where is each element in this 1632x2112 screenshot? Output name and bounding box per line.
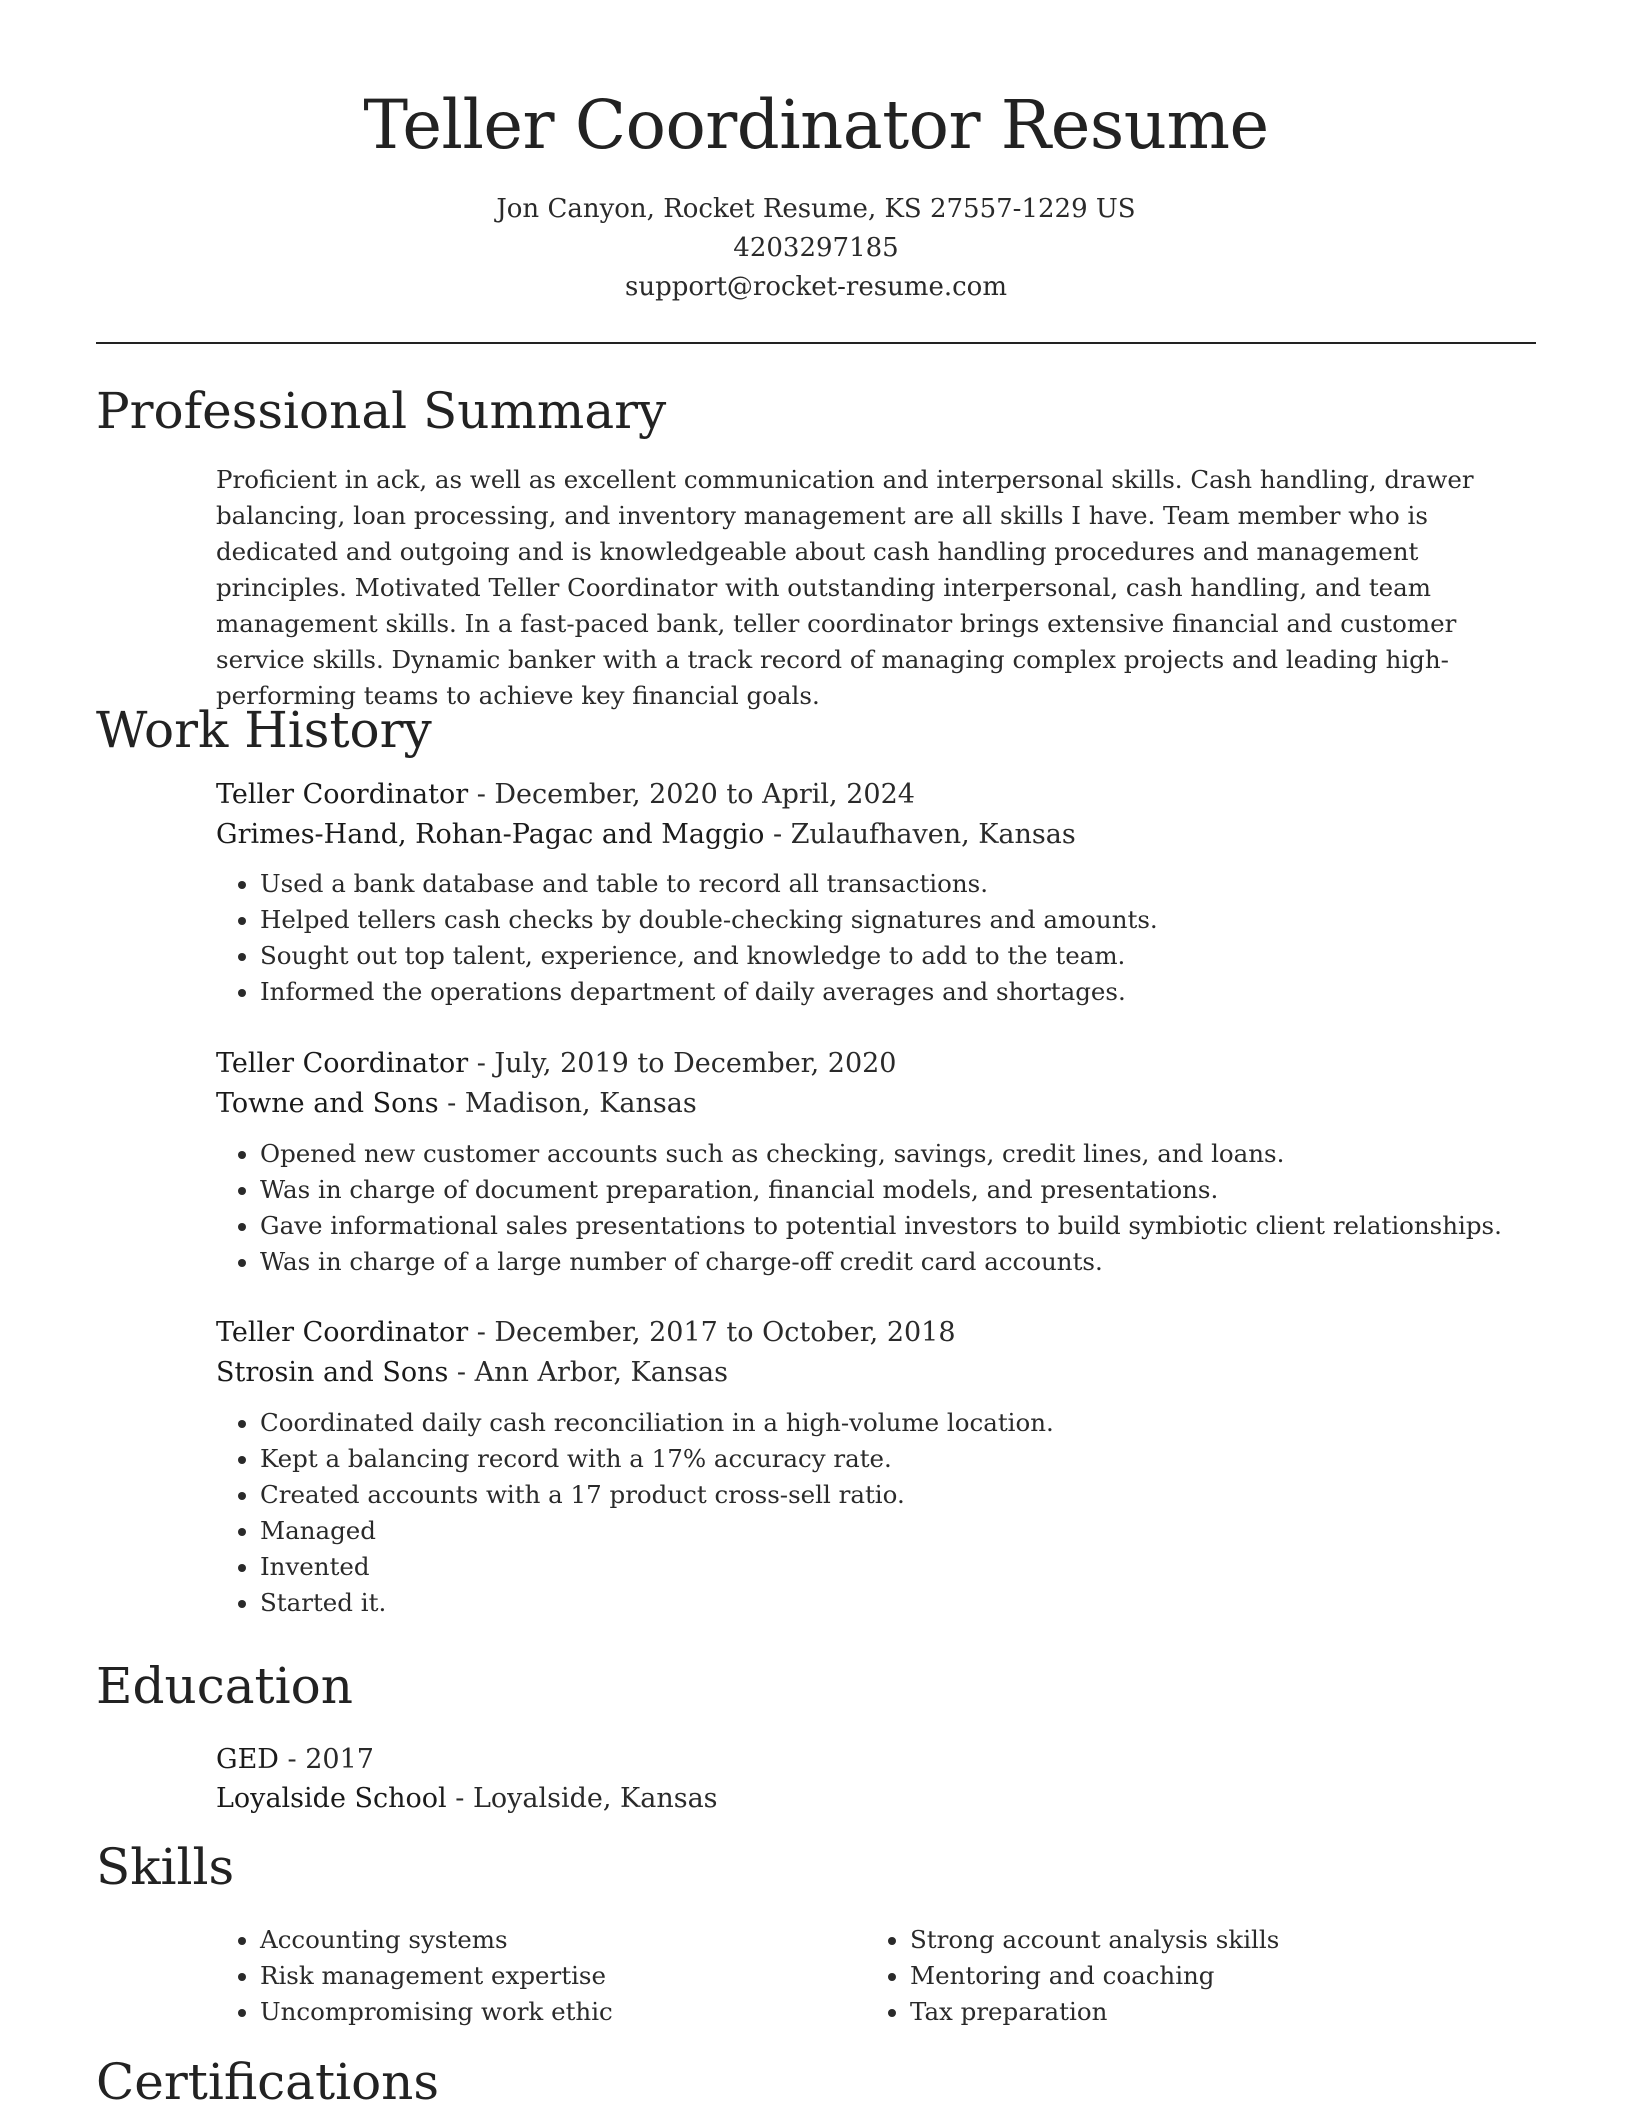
education-location: - Loyalside, Kansas bbox=[446, 1783, 718, 1814]
job-location: - Zulaufhaven, Kansas bbox=[764, 819, 1076, 850]
list-item: • Was in charge of a large number of charge-off credit card accounts. bbox=[260, 1244, 1502, 1280]
list-item: • Helped tellers cash checks by double-checking signatures and amounts. bbox=[260, 902, 1158, 938]
certifications-heading: Certifications bbox=[96, 2053, 440, 2111]
list-item: • Kept a balancing record with a 17% accuracy rate. bbox=[260, 1441, 1054, 1477]
contact-phone: 4203297185 bbox=[733, 233, 899, 263]
education-heading: Education bbox=[96, 1657, 353, 1715]
list-item: • Started it. bbox=[260, 1585, 1054, 1621]
education-degree: GED bbox=[216, 1744, 279, 1775]
skills-heading: Skills bbox=[96, 1838, 235, 1896]
list-item: • Coordinated daily cash reconciliation in a high-volume location. bbox=[260, 1405, 1054, 1441]
education-school-line bbox=[216, 1779, 718, 1819]
skills-list-left bbox=[216, 1922, 613, 2030]
job-company-line bbox=[216, 1353, 728, 1393]
job-title-line bbox=[216, 1313, 956, 1353]
list-item: • Managed bbox=[260, 1513, 1054, 1549]
list-item: • Gave informational sales presentations to potential investors to build symbiotic client relationships. bbox=[260, 1208, 1502, 1244]
list-item: • Created accounts with a 17 product cross-sell ratio. bbox=[260, 1477, 1054, 1513]
skills-list-right bbox=[866, 1922, 1279, 2030]
job-company: Towne and Sons bbox=[216, 1088, 439, 1119]
skill-item: • Accounting systems bbox=[260, 1922, 613, 1958]
list-item: • Informed the operations department of daily averages and shortages. bbox=[260, 974, 1158, 1010]
education-year: - 2017 bbox=[278, 1744, 374, 1775]
job-location: - Madison, Kansas bbox=[438, 1088, 697, 1119]
job-company-line bbox=[216, 1084, 697, 1124]
job-bullets bbox=[216, 1405, 1054, 1621]
skill-item: • Uncompromising work ethic bbox=[260, 1994, 613, 2030]
header-divider bbox=[96, 342, 1536, 344]
job-company-line bbox=[216, 815, 1076, 855]
job-title: Teller Coordinator bbox=[216, 1048, 469, 1079]
job-dates: - December, 2020 to April, 2024 bbox=[468, 779, 915, 810]
contact-email: support@rocket-resume.com bbox=[624, 272, 1007, 302]
job-bullets bbox=[216, 866, 1158, 1010]
list-item: • Was in charge of document preparation, financial models, and presentations. bbox=[260, 1172, 1502, 1208]
job-title-line bbox=[216, 775, 915, 815]
contact-address: Jon Canyon, Rocket Resume, KS 27557-1229 US bbox=[496, 194, 1136, 224]
job-title-line bbox=[216, 1044, 897, 1084]
skill-item: • Mentoring and coaching bbox=[910, 1958, 1279, 1994]
job-dates: - December, 2017 to October, 2018 bbox=[468, 1317, 956, 1348]
job-dates: - July, 2019 to December, 2020 bbox=[468, 1048, 897, 1079]
summary-text: Proficient in ack, as well as excellent communication and interpersonal skills. Cash handling, drawer balancing, loan processing, and inventory management are all skills I have. Team member who is dedicated and outgoing and is knowledgeable about cash handling procedures and management principles. Motivated Teller Coordinator with outstanding interpersonal, cash handling, and team management skills. In a fast-paced bank, teller coordinator brings extensive financial and customer service skills. Dynamic banker with a track record of managing complex projects and leading high-performing teams to achieve key financial goals. bbox=[216, 465, 1474, 710]
education-degree-line bbox=[216, 1740, 374, 1780]
job-company: Strosin and Sons bbox=[216, 1357, 449, 1388]
skill-item: • Strong account analysis skills bbox=[910, 1922, 1279, 1958]
resume-title: Teller Coordinator Resume bbox=[363, 86, 1269, 164]
list-item: • Invented bbox=[260, 1549, 1054, 1585]
skill-item: • Risk management expertise bbox=[260, 1958, 613, 1994]
list-item: • Sought out top talent, experience, and knowledge to add to the team. bbox=[260, 938, 1158, 974]
job-bullets bbox=[216, 1136, 1502, 1280]
job-title: Teller Coordinator bbox=[216, 779, 469, 810]
contact-info bbox=[0, 190, 1632, 307]
job-company: Grimes-Hand, Rohan-Pagac and Maggio bbox=[216, 819, 765, 850]
skill-item: • Tax preparation bbox=[910, 1994, 1279, 2030]
list-item: • Used a bank database and table to record all transactions. bbox=[260, 866, 1158, 902]
education-school: Loyalside School bbox=[216, 1783, 447, 1814]
list-item: • Opened new customer accounts such as checking, savings, credit lines, and loans. bbox=[260, 1136, 1502, 1172]
work-history-heading: Work History bbox=[96, 701, 432, 759]
job-title: Teller Coordinator bbox=[216, 1317, 469, 1348]
job-location: - Ann Arbor, Kansas bbox=[448, 1357, 728, 1388]
summary-heading: Professional Summary bbox=[96, 382, 667, 440]
